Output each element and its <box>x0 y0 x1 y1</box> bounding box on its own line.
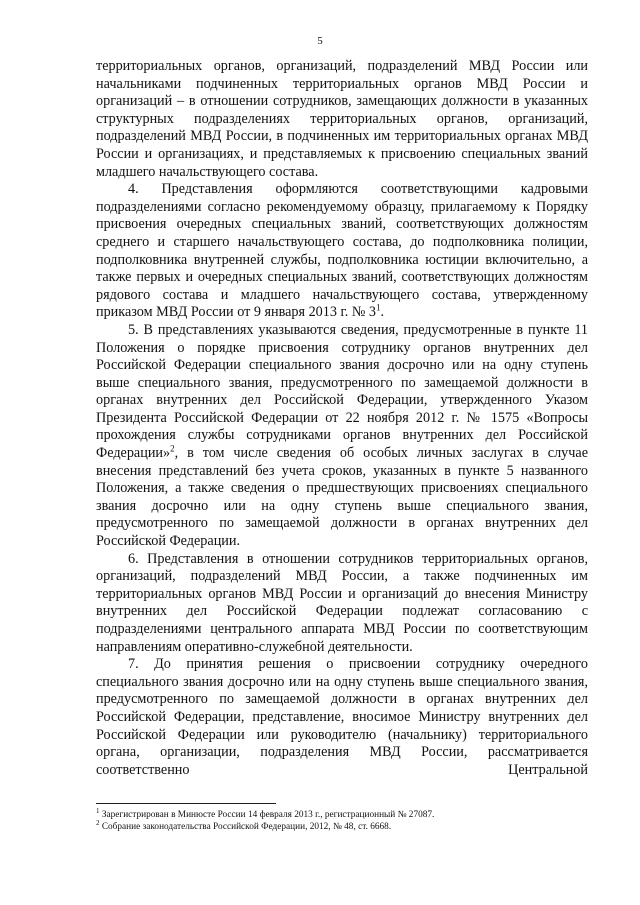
footnote-text: Зарегистрирован в Минюсте России 14 февраля 2013 г., регистрационный № 27087. <box>101 810 435 820</box>
paragraph-text: 4. Представления оформляются соответствующими кадровыми подразделениями согласно рекомендуемому образцу, прилагаемому к Порядку присвоения очередных специальных званий, соответствующих должностям среднего и старшего начальствующего состава, до подполковника полиции, подполковника внутренней службы, подполковника юстиции включительно, а также первых и очередных специальных званий, соответствующих должностям рядового состава и младшего начальствующего состава, утвержденному приказом МВД России от 9 января 2013 г. № 3 <box>96 181 588 321</box>
footnote-1 <box>96 806 588 821</box>
footnote-mark: 1 <box>96 806 100 815</box>
paragraph-text: 6. Представления в отношении сотрудников территориальных органов, организаций, подразделений МВД России, а также подчиненных им территориальных органов МВД России и организаций до внесения Министру внутренних дел Российской Федерации подлежат согласованию с подразделениями центрального аппарата МВД России по соответствующим направлениям оперативно-служебной деятельности. <box>96 550 588 655</box>
page-number: 5 <box>317 35 323 47</box>
document-body <box>96 58 588 779</box>
footnote-text: Собрание законодательства Российской Федерации, 2012, № 48, ст. 6668. <box>101 822 392 832</box>
paragraph-4 <box>96 181 588 322</box>
footnote-ref-1[interactable]: 1 <box>376 302 381 313</box>
paragraph-tail: . <box>380 304 385 321</box>
footnote-mark: 2 <box>96 818 100 827</box>
paragraph-text: 7. До принятия решения о присвоении сотруднику очередного специального звания досрочно или на одну ступень выше специального звания, предусмотренного по замещаемой должности в органах внутренних дел Российской Федерации, представление, вносимое Министру внутренних дел Российской Федерации или руководителю (начальнику) территориального органа, организации, подразделения МВД России, рассматривается соответственно Центральной <box>96 656 588 778</box>
footnote-ref-2[interactable]: 2 <box>170 443 175 454</box>
paragraph-text: территориальных органов, организаций, подразделений МВД России или начальниками подчиненных территориальных органов МВД России и организаций – в отношении сотрудников, замещающих должности в указанных структурных подразделениях территориальных органов, организаций, подразделений МВД России, в подчиненных им территориальных органах МВД России и организациях, и представляемых к присвоению специальных званий младшего начальствующего состава. <box>96 58 588 180</box>
paragraph-text: 5. В представлениях указываются сведения, предусмотренные в пункте 11 Положения о порядке присвоения сотруднику органов внутренних дел Российской Федерации специального звания досрочно или на одну ступень выше специального звания, предусмотренного по замещаемой должности в органах внутренних дел Российской Федерации, утвержденного Указом Президента Российской Федерации от 22 ноября 2012 г. № 1575 «Вопросы прохождения службы сотрудниками органов внутренних дел Российской Федерации» <box>96 321 588 462</box>
paragraph-tail: , в том числе сведения об особых личных заслугах в случае внесения представлений без учета сроков, указанных в пункте 5 названного Положения, а также сведения о предшествующих присвоениях специального звания досрочно или на одну ступень выше специального звания, предусмотренного по замещаемой должности в органах внутренних дел Российской Федерации. <box>96 445 588 550</box>
paragraph-5 <box>96 322 588 551</box>
paragraph-7 <box>96 656 588 779</box>
footnote-2 <box>96 818 588 833</box>
paragraph-6 <box>96 551 588 657</box>
paragraph-continuation <box>96 58 588 181</box>
footnotes <box>96 806 588 833</box>
footnote-divider <box>96 803 276 804</box>
